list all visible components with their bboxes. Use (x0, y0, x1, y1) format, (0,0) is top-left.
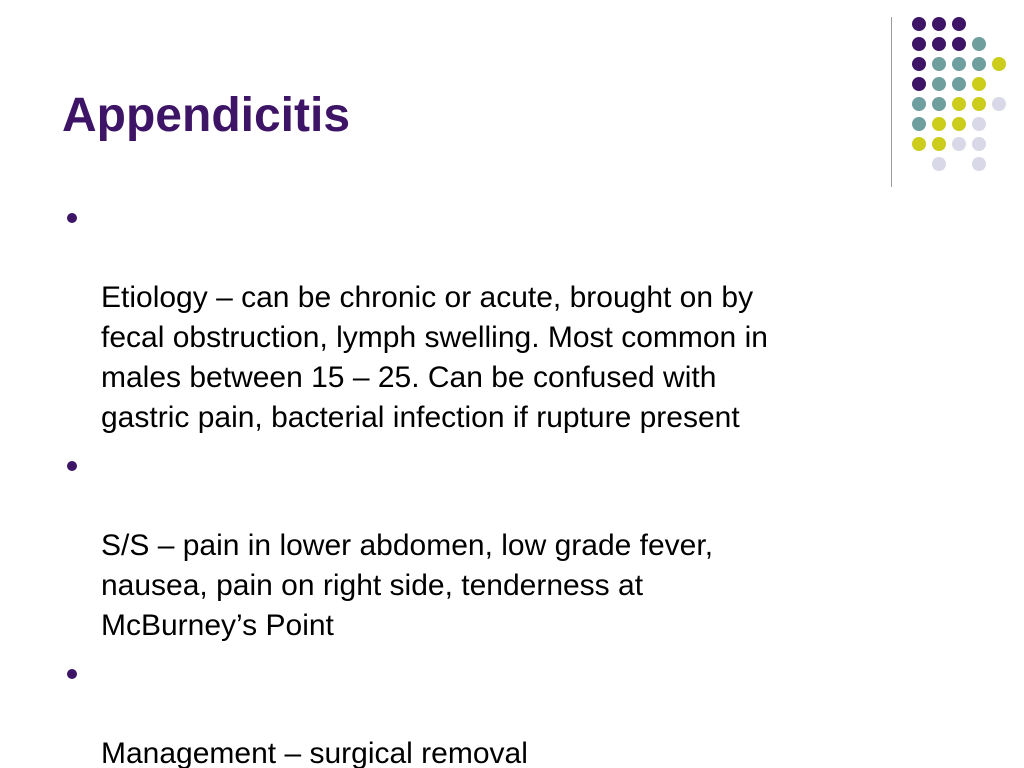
dot-yellow (952, 97, 966, 111)
dot-purple (912, 17, 926, 31)
dot-yellow (912, 137, 926, 151)
dot-lavender (972, 137, 986, 151)
vertical-divider-line (891, 17, 892, 187)
dot-purple (932, 37, 946, 51)
dot-teal (932, 57, 946, 71)
dot-purple (952, 17, 966, 31)
dot-teal (912, 97, 926, 111)
dot-purple (912, 77, 926, 91)
dot-purple (912, 37, 926, 51)
dot-yellow (932, 137, 946, 151)
dot-lavender (972, 117, 986, 131)
bullet-text-etiology: Etiology – can be chronic or acute, brought on by fecal obstruction, lymph swelling. Most common in males between 15 – 25. Can be confused with gastric pain, bacterial infection if rupture present (101, 281, 768, 434)
dot-lavender (932, 157, 946, 171)
bullet-marker-icon (67, 669, 77, 679)
dot-teal (932, 97, 946, 111)
dot-yellow (932, 117, 946, 131)
bullet-text-management: Management – surgical removal (101, 737, 528, 768)
bullet-list (62, 198, 952, 768)
dot-teal (972, 37, 986, 51)
dot-yellow (972, 97, 986, 111)
dot-lavender (992, 97, 1006, 111)
dot-teal (952, 77, 966, 91)
dot-teal (952, 57, 966, 71)
dot-teal (912, 117, 926, 131)
bullet-item-management (62, 654, 952, 768)
dot-lavender (952, 137, 966, 151)
dot-yellow (952, 117, 966, 131)
dot-yellow (992, 57, 1006, 71)
dot-lavender (972, 157, 986, 171)
bullet-marker-icon (67, 461, 77, 471)
bullet-item-etiology (62, 198, 952, 438)
dot-teal (932, 77, 946, 91)
bullet-item-signs-symptoms (62, 446, 952, 646)
slide-title: Appendicitis (62, 89, 351, 142)
dot-purple (932, 17, 946, 31)
bullet-text-signs-symptoms: S/S – pain in lower abdomen, low grade fever, nausea, pain on right side, tenderness at McBurney’s Point (101, 529, 714, 642)
dot-purple (952, 37, 966, 51)
bullet-marker-icon (67, 213, 77, 223)
dot-teal (972, 57, 986, 71)
dot-yellow (972, 77, 986, 91)
dot-purple (912, 57, 926, 71)
